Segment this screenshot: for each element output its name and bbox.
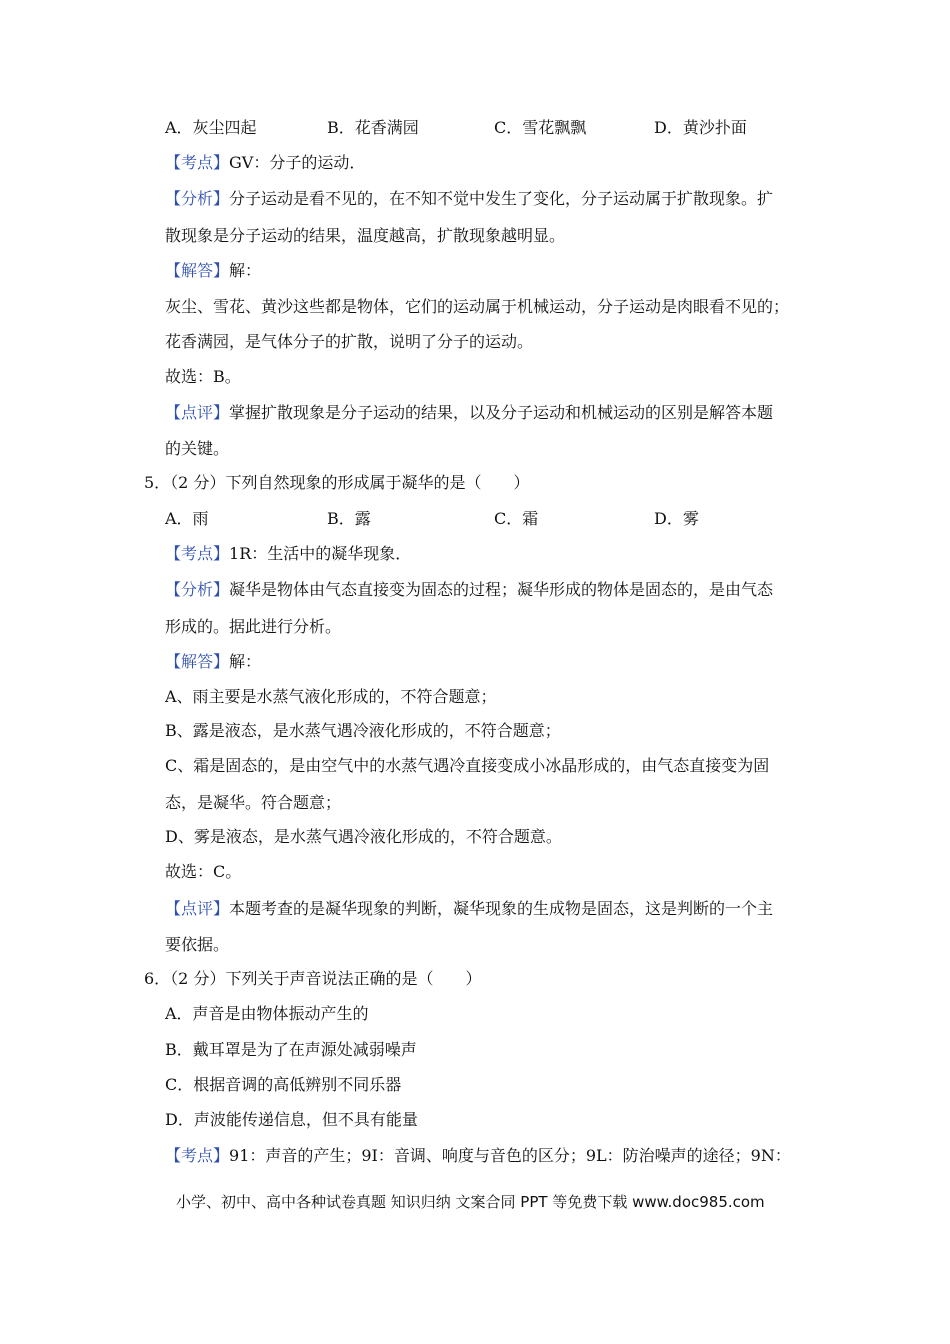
option-a: A．雨 [165,509,209,528]
dianping-text-2: 要依据。 [165,935,230,954]
option-d: D．声波能传递信息，但不具有能量 [165,1110,418,1129]
answer-line: 故选：C。 [165,862,242,881]
jieda-line [165,652,261,672]
option-c: C．霜 [494,509,539,528]
jieda-tag: 【解答】 [165,652,230,671]
kaodian-tag: 【考点】 [165,544,230,563]
kaodian-tag: 【考点】 [165,1146,230,1165]
option-b: B．露 [327,509,371,528]
solution-line: 灰尘、雪花、黄沙这些都是物体，它们的运动属于机械运动，分子运动是肉眼看不见的； [165,297,790,316]
dianping-tag: 【点评】 [165,403,230,422]
dianping-tag: 【点评】 [165,899,230,918]
option-d: D．黄沙扑面 [654,118,747,137]
option-b: B．戴耳罩是为了在声源处减弱噪声 [165,1040,417,1059]
answer-line: 故选：B。 [165,367,241,386]
kaodian-text: 1R：生活中的凝华现象． [229,544,412,563]
fenxi-text: 分子运动是看不见的，在不知不觉中发生了变化，分子运动属于扩散现象。扩 [229,189,774,208]
solution-line: C、霜是固态的，是由空气中的水蒸气遇冷直接变成小冰晶形成的，由气态直接变为固 [165,756,770,775]
kaodian-tag: 【考点】 [165,153,230,172]
option-d: D．雾 [654,509,699,528]
jieda-tag: 【解答】 [165,261,230,280]
option-c: C．根据音调的高低辨别不同乐器 [165,1075,402,1094]
option-c: C．雪花飘飘 [494,118,587,137]
question-5-stem: 5．（2 分）下列自然现象的形成属于凝华的是（ ） [144,473,530,492]
jieda-line [165,261,261,281]
solution-line: D、雾是液态，是水蒸气遇冷液化形成的，不符合题意。 [165,827,562,846]
dianping-text: 本题考查的是凝华现象的判断，凝华现象的生成物是固态，这是判断的一个主 [229,899,774,918]
kaodian-line [165,544,411,564]
solution-line: B、露是液态，是水蒸气遇冷液化形成的，不符合题意； [165,721,561,740]
fenxi-tag: 【分析】 [165,580,230,599]
jieda-text: 解： [229,261,262,280]
kaodian-text: GV：分子的运动． [229,153,366,172]
kaodian-line [165,153,365,173]
fenxi-line [165,580,773,600]
option-b: B．花香满园 [327,118,419,137]
kaodian-line [165,1146,791,1166]
kaodian-text: 91：声音的产生；9I：音调、响度与音色的区分；9L：防治噪声的途径；9N： [229,1146,791,1165]
dianping-text: 掌握扩散现象是分子运动的结果，以及分子运动和机械运动的区别是解答本题 [229,403,774,422]
solution-line: 态，是凝华。符合题意； [165,793,342,812]
fenxi-text: 凝华是物体由气态直接变为固态的过程；凝华形成的物体是固态的，是由气态 [229,580,774,599]
question-6-stem: 6．（2 分）下列关于声音说法正确的是（ ） [144,969,482,988]
dianping-line [165,899,773,919]
dianping-text-2: 的关键。 [165,439,230,458]
fenxi-text-2: 散现象是分子运动的结果，温度越高，扩散现象越明显。 [165,226,566,245]
option-a: A．灰尘四起 [165,118,257,137]
fenxi-line [165,189,773,209]
dianping-line [165,403,773,423]
jieda-text: 解： [229,652,262,671]
solution-line: A、雨主要是水蒸气液化形成的，不符合题意； [165,687,497,706]
fenxi-tag: 【分析】 [165,189,230,208]
fenxi-text-2: 形成的。据此进行分析。 [165,617,342,636]
option-a: A．声音是由物体振动产生的 [165,1004,369,1023]
page-footer: 小学、初中、高中各种试卷真题 知识归纳 文案合同 PPT 等免费下载 www.doc985.com [176,1193,765,1211]
solution-line: 花香满园，是气体分子的扩散，说明了分子的运动。 [165,332,534,351]
